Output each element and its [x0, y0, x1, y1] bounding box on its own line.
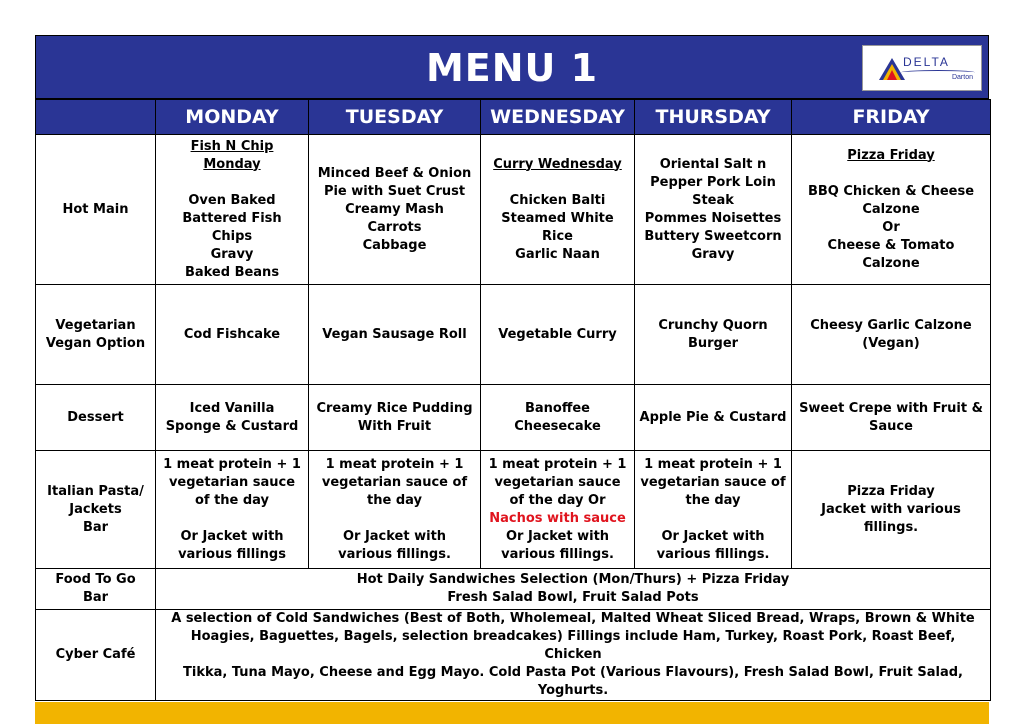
menu-item: Banoffee — [524, 400, 591, 416]
row-label-hot-main: Hot Main — [36, 135, 156, 285]
menu-item: the day — [367, 492, 422, 508]
menu-item: Or Jacket with — [505, 528, 610, 544]
menu-item: Pie with Suet Crust — [323, 183, 466, 199]
menu-item: Or Jacket with — [180, 528, 284, 544]
menu-item: Iced Vanilla — [189, 400, 275, 416]
cell-pasta-tuesday — [309, 451, 481, 569]
menu-item: Gravy — [210, 246, 254, 262]
menu-item: Baked Beans — [184, 264, 280, 280]
menu-item: BBQ Chicken & Cheese — [807, 183, 975, 199]
day-theme-heading: Curry Wednesday — [493, 156, 622, 172]
cell-veg-wednesday: Vegetable Curry — [481, 285, 635, 385]
menu-item: Sauce — [869, 418, 913, 434]
row-label-line: Bar — [82, 590, 109, 605]
cell-hot-main-wednesday — [481, 135, 635, 285]
hot-main-row — [36, 135, 991, 285]
day-header-friday: FRIDAY — [792, 100, 991, 135]
menu-item: Hoagies, Baguettes, Bagels, selection breadcakes) Fillings include Ham, Turkey, Roast Pork, Roast Beef, Chicken — [190, 629, 956, 662]
menu-item: Carrots — [367, 219, 422, 235]
menu-item: Cheesy Garlic Calzone — [810, 317, 972, 333]
cell-dessert-tuesday — [309, 385, 481, 451]
highlight-item: Nachos with sauce — [489, 510, 626, 526]
menu-item: Steamed White — [501, 210, 614, 226]
cell-dessert-monday — [156, 385, 309, 451]
cell-dessert-friday — [792, 385, 991, 451]
menu-item: Oven Baked — [188, 192, 276, 208]
menu-item: vegetarian sauce of — [640, 474, 786, 490]
menu-item: vegetarian sauce — [168, 474, 296, 490]
menu-item: Battered Fish — [182, 210, 282, 226]
menu-item: Minced Beef & Onion — [317, 165, 472, 181]
menu-item: Fresh Salad Bowl, Fruit Salad Pots — [447, 590, 699, 605]
menu-item: Or — [882, 219, 900, 235]
food-to-go-row — [36, 569, 991, 610]
menu-item: Buttery Sweetcorn — [644, 228, 782, 244]
cell-hot-main-tuesday — [309, 135, 481, 285]
day-header-tuesday: TUESDAY — [309, 100, 481, 135]
menu-item: Oriental Salt n — [659, 156, 767, 172]
menu-item: 1 meat protein + 1 — [325, 456, 464, 472]
menu-item: Rice — [542, 228, 573, 244]
menu-item: 1 meat protein + 1 — [644, 456, 782, 472]
menu-item: Burger — [687, 335, 739, 351]
menu-item: Chips — [211, 228, 253, 244]
menu-item: Calzone — [862, 255, 920, 271]
menu-item: Gravy — [691, 246, 735, 262]
cell-hot-main-monday — [156, 135, 309, 285]
menu-item: Jacket with various fillings. — [821, 501, 961, 535]
menu-title-bar — [35, 35, 989, 99]
menu-item: Cabbage — [362, 237, 427, 253]
menu-item: Pizza Friday — [847, 483, 935, 499]
row-label-food-to-go — [36, 569, 156, 610]
cell-veg-thursday — [635, 285, 792, 385]
row-label-pasta — [36, 451, 156, 569]
cell-food-to-go — [156, 569, 991, 610]
row-label-dessert: Dessert — [36, 385, 156, 451]
menu-item: A selection of Cold Sandwiches (Best of Both, Wholemeal, Malted Wheat Sliced Bread, Wraps, Brown & White — [171, 611, 975, 626]
menu-item: of the day Or — [509, 492, 606, 508]
page-title: MENU 1 — [425, 46, 599, 90]
cell-dessert-thursday: Apple Pie & Custard — [635, 385, 792, 451]
line-gap — [160, 510, 304, 528]
menu-item: various fillings. — [501, 546, 614, 562]
cell-veg-friday — [792, 285, 991, 385]
menu-item: vegetarian sauce — [494, 474, 621, 490]
cell-veg-monday: Cod Fishcake — [156, 285, 309, 385]
row-label-line: Jackets — [69, 501, 122, 517]
day-header-thursday: THURSDAY — [635, 100, 792, 135]
line-gap — [639, 510, 787, 528]
logo-subtext: Darton — [951, 74, 973, 81]
menu-item: Sponge & Custard — [165, 418, 299, 434]
menu-item: various fillings. — [656, 546, 770, 562]
menu-item: Creamy Mash — [345, 201, 444, 217]
menu-item: Tikka, Tuna Mayo, Cheese and Egg Mayo. Cold Pasta Pot (Various Flavours), Fresh Salad Bowl, Fruit Salad, Yoghurts. — [183, 665, 963, 698]
header-corner — [36, 100, 156, 135]
menu-item: the day — [685, 492, 741, 508]
menu-item: 1 meat protein + 1 — [488, 456, 627, 472]
menu-item: Pommes Noisettes — [644, 210, 782, 226]
menu-item: Sweet Crepe with Fruit & — [799, 400, 983, 416]
menu-item: vegetarian sauce of — [321, 474, 468, 490]
cell-pasta-thursday — [635, 451, 792, 569]
menu-item: Or Jacket with — [342, 528, 447, 544]
day-theme-heading: Fish N Chip Monday — [190, 138, 274, 172]
cell-hot-main-friday — [792, 135, 991, 285]
cell-pasta-friday — [792, 451, 991, 569]
day-header-monday: MONDAY — [156, 100, 309, 135]
row-label-cyber-cafe: Cyber Café — [36, 610, 156, 701]
menu-item: Cheesecake — [514, 418, 601, 434]
row-label-line: Bar — [82, 519, 109, 535]
day-header-row — [36, 100, 991, 135]
day-theme-heading: Pizza Friday — [847, 147, 935, 163]
menu-item: Steak — [692, 192, 734, 208]
menu-item: Chicken Balti — [509, 192, 606, 208]
cell-pasta-monday — [156, 451, 309, 569]
menu-item: (Vegan) — [862, 335, 920, 351]
cell-veg-tuesday: Vegan Sausage Roll — [309, 285, 481, 385]
row-label-line: Vegan Option — [45, 335, 146, 351]
row-label-line: Food To Go — [55, 572, 136, 587]
dessert-row — [36, 385, 991, 451]
menu-item: Crunchy Quorn — [658, 317, 768, 333]
menu-item: Or Jacket with — [661, 528, 765, 544]
row-label-line: Vegetarian — [55, 317, 136, 333]
row-label-line: Italian Pasta/ — [47, 483, 144, 499]
row-label-vegetarian — [36, 285, 156, 385]
menu-item: Calzone — [862, 201, 920, 217]
menu-item: various fillings. — [338, 546, 451, 562]
menu-item: of the day — [194, 492, 270, 508]
menu-item: 1 meat protein + 1 — [163, 456, 301, 472]
menu-item: Hot Daily Sandwiches Selection (Mon/Thurs) + Pizza Friday — [356, 572, 790, 587]
cell-pasta-wednesday — [481, 451, 635, 569]
menu-item: Cheese & Tomato — [827, 237, 955, 253]
cell-hot-main-thursday — [635, 135, 792, 285]
footer-accent-bar — [35, 702, 989, 724]
menu-item: various fillings — [178, 546, 286, 562]
cyber-cafe-row — [36, 610, 991, 701]
delta-logo — [862, 45, 982, 91]
vegetarian-row — [36, 285, 991, 385]
menu-item: Garlic Naan — [515, 246, 600, 262]
cell-dessert-wednesday — [481, 385, 635, 451]
cell-cyber-cafe — [156, 610, 991, 701]
menu-item: Creamy Rice Pudding — [316, 400, 473, 416]
line-gap — [313, 510, 476, 528]
menu-item: With Fruit — [357, 418, 432, 434]
menu-item: Pepper Pork Loin — [650, 174, 776, 190]
menu-table — [35, 99, 991, 701]
logo-text: DELTA — [903, 55, 950, 69]
pasta-jackets-row — [36, 451, 991, 569]
day-header-wednesday: WEDNESDAY — [481, 100, 635, 135]
